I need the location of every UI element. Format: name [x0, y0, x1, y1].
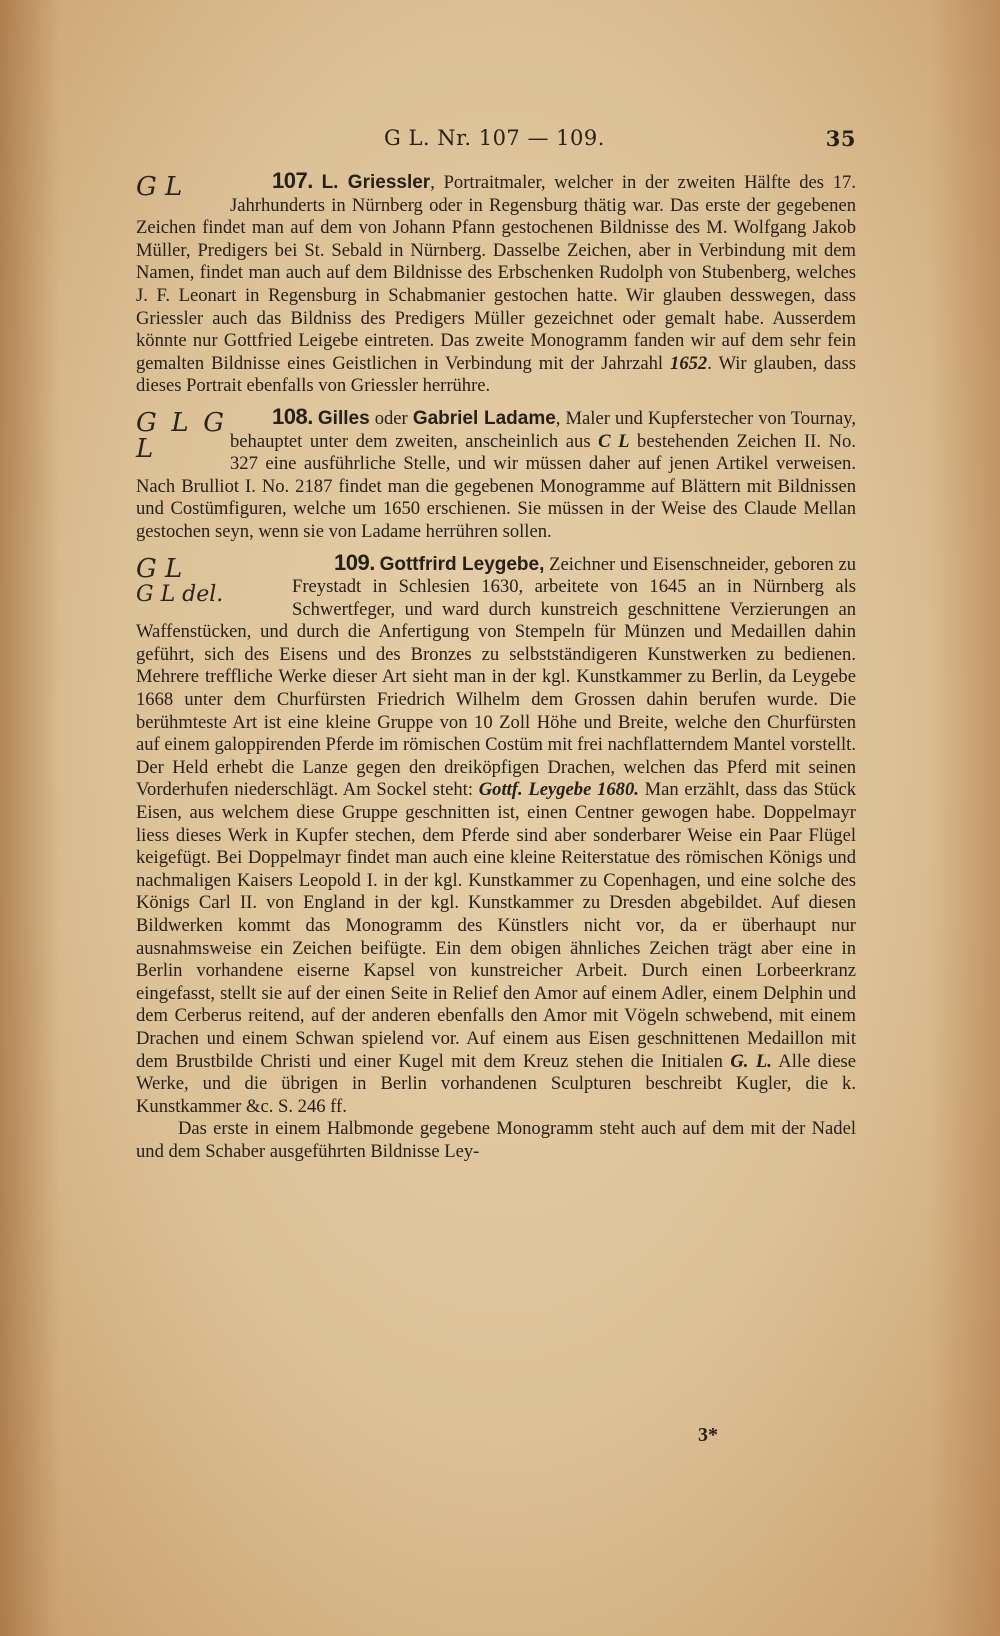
- running-header: [136, 126, 856, 156]
- entry-108: [136, 403, 856, 544]
- running-title: G L. Nr. 107 — 109.: [384, 126, 605, 150]
- entry-number: 107.: [272, 168, 313, 193]
- entry-text-a: , Maler und Kupferstecher von Tournay, behauptet unter dem zweiten, anscheinlich aus: [230, 407, 856, 452]
- entry-text-b: bestehenden Zeichen II. No. 327 eine ausführliche Stelle, und wir müssen daher auf jenen Artikel verweisen. Nach Brulliot I. No. 2187 findet man die gegebenen Monogramme auf Blättern mit Bildnissen und Costümfiguren, welche um 1650 erschienen. Sie müssen in der Weise des Claude Mellan gestochen seyn, wenn sie von Ladame herrühren sollen.: [136, 430, 856, 542]
- entry-name-b: Gabriel Ladame: [412, 407, 556, 429]
- monogram-icon: G L G L: [136, 407, 224, 464]
- entry-name-a: Gilles: [317, 407, 370, 429]
- entry-connector: oder: [374, 407, 408, 429]
- entry-text: Zeichner und Eisenschneider, geboren zu Freystadt in Schlesien 1630, arbeitete von 1645 an in Nürnberg als Schwertfeger, und ward durch kunstreich geschnittene Verzierungen an Waffenstücken, und durch die Anfertigung von Stempeln für Münzen und Medaillen dahin geführt, sich des Eisens und des Bronzes zu selbstständigeren Kunstwerken zu bedienen. Mehrere treffliche Werke dieser Art sieht man in der kgl. Kunstkammer zu Berlin, da Leygebe 1668 unter dem Churfürsten Friedrich Wilhelm dem Grossen dahin berufen wurde. Die berühmteste Art ist eine kleine Gruppe von 10 Zoll Höhe und Breite, welche den Churfürsten auf einem galoppirenden Pferde im römischen Costüm mit frei nachflatterndem Mantel vorstellt. Der Held erhebt die Lanze gegen den dreiköpfigen Drachen, welchen das Pferd mit seinen Vorderhufen niederschlägt. Am Sockel steht:: [136, 553, 857, 801]
- entry-number: 108.: [272, 403, 313, 429]
- page-shadow-right: [930, 0, 1000, 1636]
- body-text: [136, 170, 856, 1164]
- entry-name: L. Griessler: [321, 172, 431, 193]
- entry-number: 109.: [334, 549, 375, 575]
- entry-109: [136, 549, 857, 1119]
- entry-cl: C L: [598, 430, 630, 452]
- entry-year: 1652: [670, 352, 708, 374]
- page-number: 35: [825, 126, 856, 151]
- signature-mark: 3*: [698, 1424, 718, 1446]
- entry-inscription: Gottf. Leygebe 1680.: [478, 779, 639, 801]
- monogram-icon: G L G L del.: [136, 553, 224, 607]
- entry-text-c: Alle diese Werke, und die übrigen in Berlin vorhandenen Sculpturen beschreibt Kugler, die k. Kunstkammer &c. S. 246 ff.: [136, 1050, 856, 1117]
- entry-text: , Portraitmaler, welcher in der zweiten Hälfte des 17. Jahrhunderts in Nürnberg oder in Regensburg thätig war. Das erste der gegebenen Zeichen findet man auf dem von Johann Pfann gestochenen Bildnisse des M. Wolfgang Jakob Müller, Predigers bei St. Sebald in Nürnberg. Dasselbe Zeichen, aber in Verbindung mit dem Namen, findet man auch auf dem Bildnisse des Erbschenken Rudolph von Stubenberg, welches J. F. Leonart in Regensburg in Schabmanier gestochen hatte. Wir glauben desswegen, dass Griessler auch das Bildniss des Predigers Müller gezeichnet oder gemalt habe. Ausserdem könnte nur Gottfried Leigebe eintreten. Das zweite Monogramm fanden wir auf dem sehr fein gemalten Bildnisse eines Geistlichen in Verbindung mit der Jahrzahl: [136, 172, 856, 374]
- entry-text-b: Man erzählt, dass das Stück Eisen, aus welchem diese Gruppe geschnitten ist, einen Centner gewogen habe. Doppelmayr liess dieses Werk in Kupfer stechen, dem Pferde sind aber sonderbarer Weise ein Paar Flügel keigefügt. Bei Doppelmayr findet man auch eine kleine Reiterstatue des römischen Königs und nachmaligen Kaisers Leopold I. in der kgl. Kunstkammer zu Copenhagen, und eine solche des Königs Carl II. von England in der kgl. Kunstkammer zu Dresden abgebildet. Auf diesen Bildwerken kommt das Monogramm des Künstlers nicht vor, da er überhaupt nur ausnahmsweise ein Zeichen beifügte. Ein dem obigen ähnliches Zeichen trägt aber eine in Berlin vorhandene eiserne Kapsel von kunstreicher Arbeit. Durch einen Lorbeerkranz eingefasst, stellt sie auf der einen Seite in Relief den Amor auf einem Adler, einem Delphin und dem Cerberus reitend, auf der anderen ebenfalls den Amor mit Vögeln schwebend, mit einem Drachen und einem Schwan spielend vor. Auf einem aus Eisen geschnittenen Medaillon mit dem Brustbilde Christi und einer Kugel mit dem Kreuz stehen die Initialen: [136, 779, 856, 1072]
- page-shadow-left: [0, 0, 60, 1636]
- entry-text-end: . Wir glauben, dass dieses Portrait ebenfalls von Griessler herrühre.: [136, 352, 857, 397]
- monogram-icon: G L: [136, 172, 183, 202]
- entry-107: [136, 170, 856, 398]
- entry-name: Gottfrird Leygebe,: [379, 553, 545, 575]
- paragraph-continued: Das erste in einem Halbmonde gegebene Monogramm steht auch auf dem mit der Nadel und dem Schaber ausgeführten Bildnisse Ley-: [136, 1118, 856, 1162]
- entry-initials: G. L.: [730, 1050, 772, 1072]
